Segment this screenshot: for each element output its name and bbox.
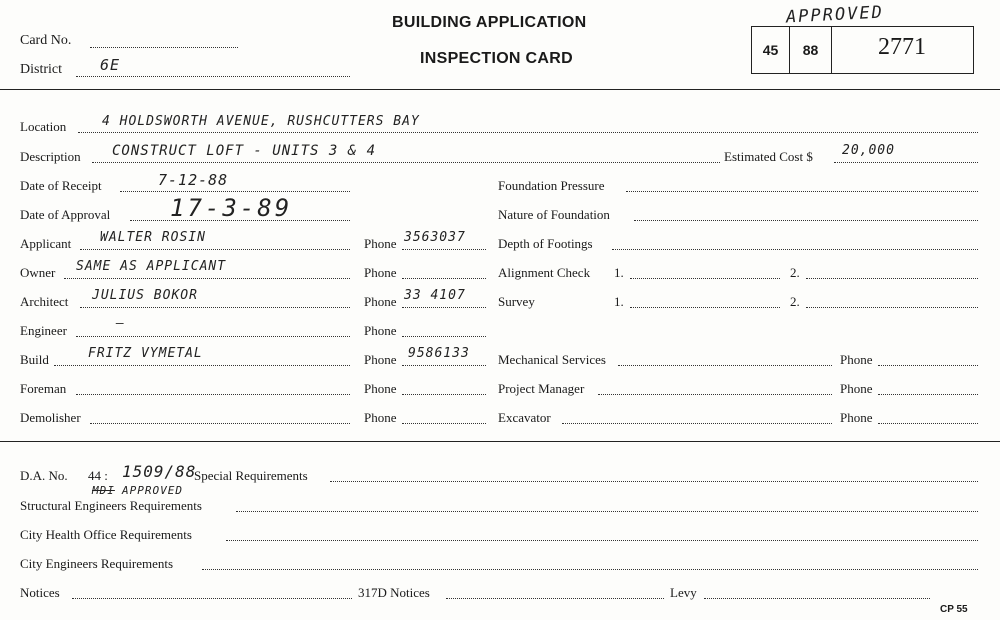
builder-phone-value: 9586133	[408, 346, 470, 361]
demolisher-phone-label: Phone	[364, 410, 397, 425]
location-value: 4 HOLDSWORTH AVENUE, RUSHCUTTERS BAY	[102, 114, 420, 129]
project-manager-line	[598, 394, 832, 395]
applicant-label: Applicant	[20, 236, 72, 251]
foreman-line	[76, 394, 350, 395]
levy-label: Levy	[670, 585, 697, 600]
owner-line	[64, 278, 350, 279]
city-engineers-label: City Engineers Requirements	[20, 556, 174, 571]
foundation-pressure-line	[626, 191, 978, 192]
depth-footings-line	[612, 249, 978, 250]
applicant-line	[80, 249, 350, 250]
notices-label: Notices	[20, 585, 60, 600]
form-title: BUILDING APPLICATION	[392, 14, 587, 31]
date-receipt-label: Date of Receipt	[20, 178, 102, 193]
notices-line	[72, 598, 352, 599]
excavator-label: Excavator	[498, 410, 551, 425]
notices-317d-line	[446, 598, 664, 599]
alignment-line-1	[630, 278, 780, 279]
levy-line	[704, 598, 930, 599]
builder-value: FRITZ VYMETAL	[88, 346, 203, 361]
mechanical-phone-line	[878, 365, 978, 366]
engineer-phone-line	[402, 336, 486, 337]
applicant-phone-value: 3563037	[404, 230, 466, 245]
alignment-line-2	[806, 278, 978, 279]
architect-value: JULIUS BOKOR	[92, 288, 198, 303]
owner-value: SAME AS APPLICANT	[76, 259, 227, 274]
date-receipt-value: 7-12-88	[158, 171, 229, 189]
excavator-phone-label: Phone	[840, 410, 873, 425]
location-label: Location	[20, 119, 67, 134]
architect-line	[80, 307, 350, 308]
alignment-num-1: 1.	[614, 265, 624, 280]
structural-line	[236, 511, 978, 512]
project-manager-phone-line	[878, 394, 978, 395]
special-requirements-line	[330, 481, 978, 482]
card-no-line	[90, 47, 238, 48]
owner-label: Owner	[20, 265, 56, 280]
foreman-phone-label: Phone	[364, 381, 397, 396]
applicant-phone-line	[402, 249, 486, 250]
engineer-value: –	[116, 316, 125, 331]
estimated-cost-label: Estimated Cost $	[724, 149, 813, 164]
special-requirements-label: Special Requirements	[194, 468, 308, 483]
health-line	[226, 540, 978, 541]
nature-foundation-label: Nature of Foundation	[498, 207, 610, 222]
builder-line	[54, 365, 350, 366]
excavator-phone-line	[878, 423, 978, 424]
demolisher-phone-line	[402, 423, 486, 424]
mechanical-label: Mechanical Services	[498, 352, 606, 367]
box-divider-2	[831, 26, 832, 74]
city-engineers-line	[202, 569, 978, 570]
architect-phone-value: 33 4107	[404, 288, 466, 303]
card-no-label: Card No.	[20, 33, 72, 48]
project-manager-phone-label: Phone	[840, 381, 873, 396]
da-note-struck: MDI	[92, 484, 115, 497]
health-label: City Health Office Requirements	[20, 527, 192, 542]
box-cell-1: 45	[762, 42, 779, 58]
owner-phone-line	[402, 278, 486, 279]
da-value: 1509/88	[122, 462, 197, 481]
excavator-line	[562, 423, 832, 424]
da-prefix: 44 :	[88, 468, 108, 483]
architect-phone-line	[402, 307, 486, 308]
description-line	[92, 162, 720, 163]
da-note: APPROVED	[122, 484, 183, 497]
description-value: CONSTRUCT LOFT - UNITS 3 & 4	[112, 143, 377, 159]
box-cell-2: 88	[802, 42, 819, 58]
depth-footings-label: Depth of Footings	[498, 236, 593, 251]
survey-num-2: 2.	[790, 294, 800, 309]
demolisher-label: Demolisher	[20, 410, 81, 425]
date-receipt-line	[120, 191, 350, 192]
form-code: CP 55	[940, 604, 968, 615]
mechanical-line	[618, 365, 832, 366]
foreman-phone-line	[402, 394, 486, 395]
estimated-cost-line	[834, 162, 978, 163]
alignment-check-label: Alignment Check	[498, 265, 591, 280]
engineer-phone-label: Phone	[364, 323, 397, 338]
builder-phone-label: Phone	[364, 352, 397, 367]
date-approval-label: Date of Approval	[20, 207, 111, 222]
form-subtitle: INSPECTION CARD	[420, 50, 573, 67]
foreman-label: Foreman	[20, 381, 67, 396]
description-label: Description	[20, 149, 81, 164]
alignment-num-2: 2.	[790, 265, 800, 280]
approved-stamp: APPROVED	[785, 2, 885, 28]
architect-label: Architect	[20, 294, 69, 309]
location-line	[78, 132, 978, 133]
date-approval-value: 17-3-89	[170, 194, 293, 222]
survey-line-1	[630, 307, 780, 308]
foundation-pressure-label: Foundation Pressure	[498, 178, 605, 193]
district-value: 6E	[100, 56, 121, 74]
estimated-cost-value: 20,000	[842, 143, 895, 158]
demolisher-line	[90, 423, 350, 424]
engineer-line	[76, 336, 350, 337]
survey-label: Survey	[498, 294, 535, 309]
da-label: D.A. No.	[20, 468, 68, 483]
notices-317d-label: 317D Notices	[358, 585, 430, 600]
card-number: 2771	[878, 34, 926, 60]
builder-label: Build	[20, 352, 49, 367]
applicant-value: WALTER ROSIN	[100, 230, 206, 245]
architect-phone-label: Phone	[364, 294, 397, 309]
structural-label: Structural Engineers Requirements	[20, 498, 202, 513]
details-rule	[0, 441, 1000, 442]
builder-phone-line	[402, 365, 486, 366]
project-manager-label: Project Manager	[498, 381, 585, 396]
survey-num-1: 1.	[614, 294, 624, 309]
district-line	[76, 76, 350, 77]
survey-line-2	[806, 307, 978, 308]
applicant-phone-label: Phone	[364, 236, 397, 251]
nature-foundation-line	[634, 220, 978, 221]
mechanical-phone-label: Phone	[840, 352, 873, 367]
owner-phone-label: Phone	[364, 265, 397, 280]
engineer-label: Engineer	[20, 323, 67, 338]
district-label: District	[20, 62, 62, 77]
header-rule	[0, 89, 1000, 90]
